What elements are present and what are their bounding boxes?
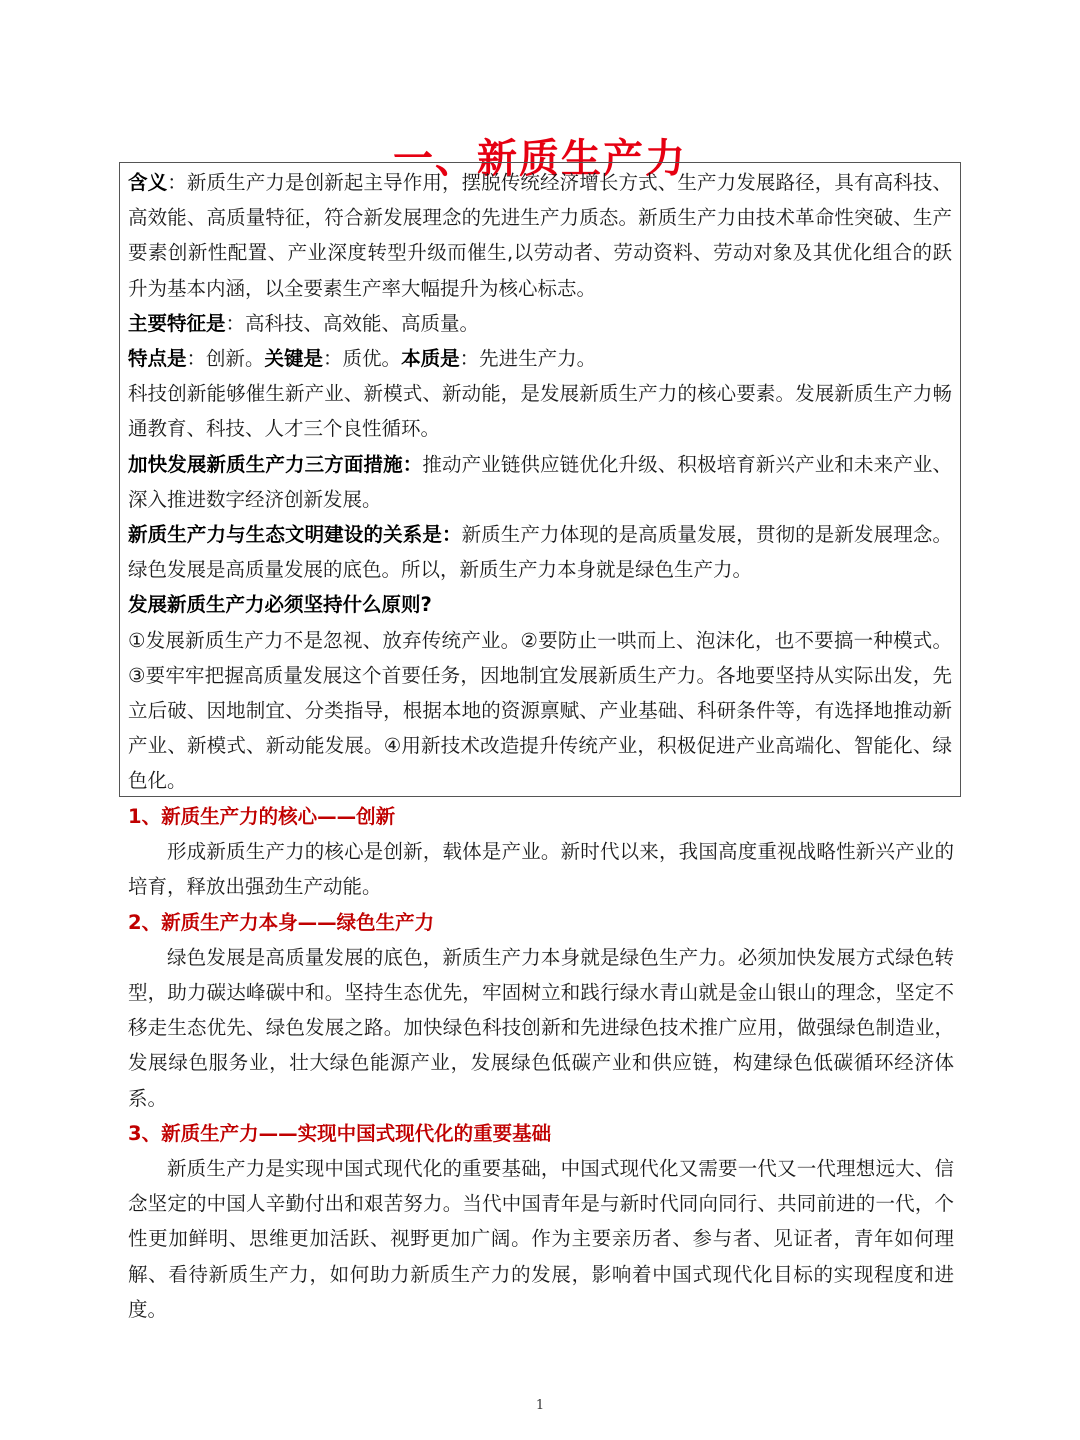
key-text: ：质优。 xyxy=(323,347,402,371)
trait-paragraph xyxy=(128,341,952,376)
trait-text: ：创新。 xyxy=(186,347,265,371)
section-body: 新质生产力是实现中国式现代化的重要基础，中国式现代化又需要一代又一代理想远大、信念坚定的中国人辛勤付出和艰苦努力。当代中国青年是与新时代同向同行、共同前进的一代，个性更加鲜明、思维更加活跃、视野更加广阔。作为主要亲历者、参与者、见证者，青年如何理解、看待新质生产力，如何助力新质生产力的发展，影响着中国式现代化目标的实现程度和进度。 xyxy=(128,1157,954,1321)
section-heading: 3、新质生产力——实现中国式现代化的重要基础 xyxy=(128,1121,552,1145)
features-label: 主要特征是 xyxy=(128,311,226,335)
section-body: 绿色发展是高质量发展的底色，新质生产力本身就是绿色生产力。必须加快发展方式绿色转型，助力碳达峰碳中和。坚持生态优先，牢固树立和践行绿水青山就是金山银山的理念，坚定不移走生态优先、绿色发展之路。加快绿色科技创新和先进绿色技术推广应用，做强绿色制造业，发展绿色服务业，壮大绿色能源产业，发展绿色低碳产业和供应链，构建绿色低碳循环经济体系。 xyxy=(128,945,954,1110)
features-paragraph xyxy=(128,306,952,341)
features-text: ：高科技、高效能、高质量。 xyxy=(225,311,480,335)
key-label: 关键是 xyxy=(264,347,324,371)
essence-text: ：先进生产力。 xyxy=(459,347,597,371)
trait-label: 特点是 xyxy=(128,347,187,371)
meaning-label: 含义 xyxy=(128,171,168,194)
definition-box xyxy=(119,162,961,797)
page-number: 1 xyxy=(535,1398,545,1413)
measures-text: 推动产业链供应链优化升级、积极培育新兴产业和未来产业、深入推进数字经济创新发展。 xyxy=(128,452,952,511)
meaning-paragraph xyxy=(128,165,952,306)
sections xyxy=(128,799,954,1327)
tech-paragraph: 科技创新能够催生新产业、新模式、新动能，是发展新质生产力的核心要素。发展新质生产力畅通教育、科技、人才三个良性循环。 xyxy=(128,382,952,441)
section xyxy=(128,905,954,1116)
measures-label: 加快发展新质生产力三方面措施： xyxy=(128,452,423,476)
principles-paragraph: ①发展新质生产力不是忽视、放弃传统产业。②要防止一哄而上、泡沫化，也不要搞一种模式。③要牢牢把握高质量发展这个首要任务，因地制宜发展新质生产力。各地要坚持从实际出发，先立后破、因地制宜、分类指导，根据本地的资源禀赋、产业基础、科研条件等，有选择地推动新产业、新模式、新动能发展。④用新技术改造提升传统产业，积极促进产业高端化、智能化、绿色化。 xyxy=(128,628,952,793)
principles-question-label: 发展新质生产力必须坚持什么原则? xyxy=(128,593,432,617)
page-title: 一、新质生产力 xyxy=(393,135,687,182)
section xyxy=(128,1116,954,1327)
measures-paragraph xyxy=(128,447,952,517)
ecology-text: 新质生产力体现的是高质量发展，贯彻的是新发展理念。绿色发展是高质量发展的底色。所以，新质生产力本身就是绿色生产力。 xyxy=(128,523,952,582)
meaning-text: ：新质生产力是创新起主导作用，摆脱传统经济增长方式、生产力发展路径，具有高科技、高效能、高质量特征，符合新发展理念的先进生产力质态。新质生产力由技术革命性突破、生产要素创新性配置、产业深度转型升级而催生,以劳动者、劳动资料、劳动对象及其优化组合的跃升为基本内涵，以全要素生产率大幅提升为核心标志。 xyxy=(128,171,952,300)
essence-label: 本质是 xyxy=(401,347,460,371)
section-heading: 2、新质生产力本身——绿色生产力 xyxy=(128,910,435,934)
principles-question xyxy=(128,587,952,622)
section-body: 形成新质生产力的核心是创新，载体是产业。新时代以来，我国高度重视战略性新兴产业的培育，释放出强劲生产动能。 xyxy=(128,840,954,899)
section xyxy=(128,799,954,905)
ecology-label: 新质生产力与生态文明建设的关系是： xyxy=(128,523,462,547)
ecology-paragraph xyxy=(128,517,952,587)
section-heading: 1、新质生产力的核心——创新 xyxy=(128,805,396,828)
